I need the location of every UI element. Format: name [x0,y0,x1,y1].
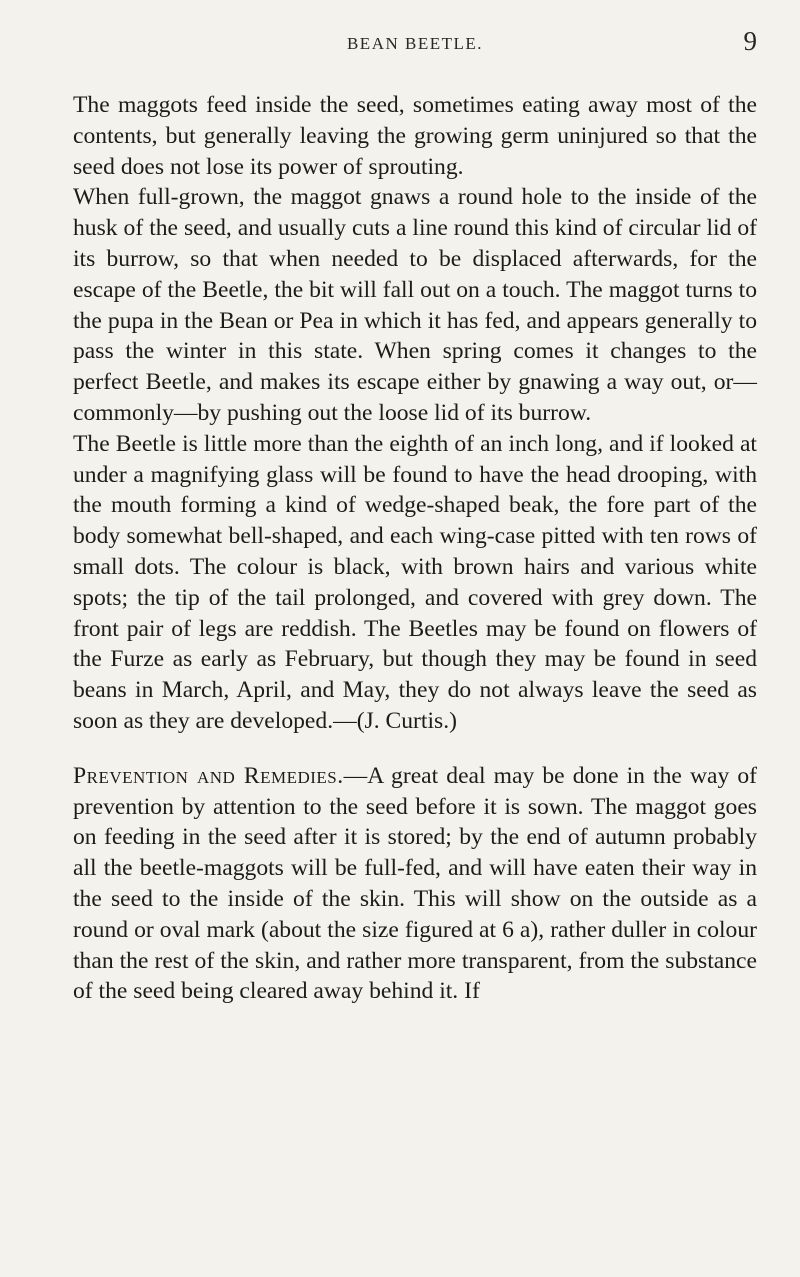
paragraph-beetle-description: The Beetle is little more than the eighth of an inch long, and if looked at under a magnifying glass will be found to have the head drooping, with the mouth forming a kind of wedge-shaped beak, the fore part of the body somewhat bell-shaped, and each wing-case pitted with ten rows of small dots. The colour is black, with brown hairs and various white spots; the tip of the tail prolonged, and covered with grey down. The front pair of legs are reddish. The Beetles may be found on flowers of the Furze as early as February, but though they may be found in seed beans in March, April, and May, they do not always leave the seed as soon as they are developed.—(J. Curtis.) [73,430,757,734]
paragraph-prevention [73,761,757,1007]
paragraph-full-grown: When full-grown, the maggot gnaws a round hole to the inside of the husk of the seed, and usually cuts a line round this kind of circular lid of its burrow, so that when needed to be displaced afterwards, for the escape of the Beetle, the bit will fall out on a touch. The maggot turns to the pupa in the Bean or Pea in which it has fed, and appears generally to pass the winter in this state. When spring comes it changes to the perfect Beetle, and makes its escape either by gnawing a way out, or—commonly—by pushing out the loose lid of its burrow. [73,184,757,426]
section-heading-prevention: Prevention and Remedies. [73,762,344,789]
book-page [73,28,757,1007]
page-number: 9 [743,26,757,56]
paragraph-maggots-feed: The maggots feed inside the seed, sometimes eating away most of the contents, but generally leaving the growing germ uninjured so that the seed does not lose its power of sprouting. [73,92,757,180]
section-gap [73,737,757,761]
running-title: BEAN BEETLE. [346,34,484,53]
body-text [73,90,757,1007]
paragraph-prevention-body: —A great deal may be done in the way of prevention by attention to the seed before it is sown. The maggot goes on feeding in the seed after it is stored; by the end of autumn probably all the beetle-maggots will be full-fed, and will have eaten their way in the seed to the inside of the skin. This will show on the outside as a round or oval mark (about the size figured at 6 a), rather duller in colour than the rest of the skin, and rather more transparent, from the substance of the seed being cleared away behind it. If [73,762,757,1005]
running-head [73,28,757,58]
